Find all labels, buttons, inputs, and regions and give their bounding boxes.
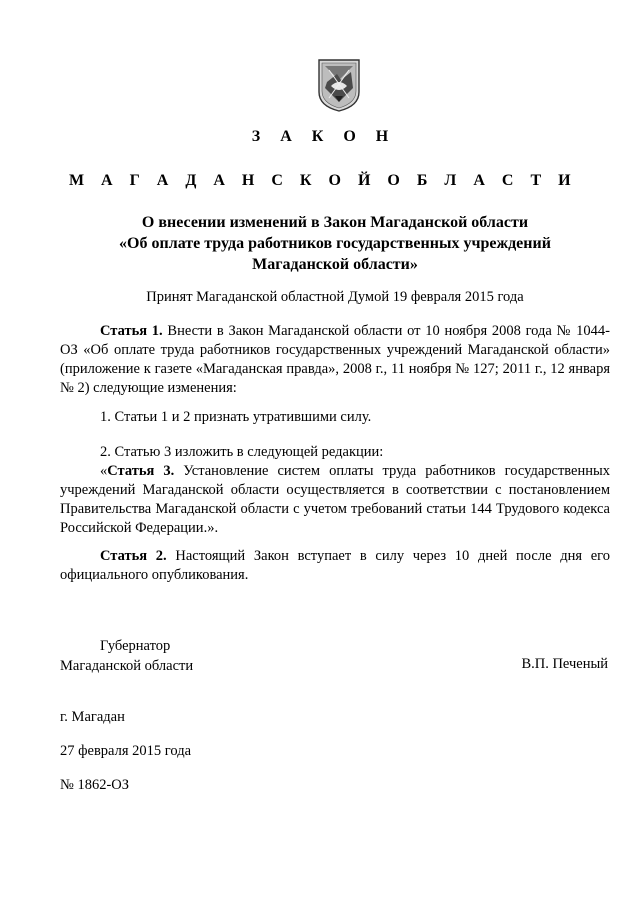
subject-line-3: Магаданской области» [252, 256, 418, 273]
law-number: № 1862-ОЗ [60, 777, 130, 793]
law-subject [60, 212, 610, 275]
signatory-position [60, 636, 193, 676]
article-1-label: Статья 1. [100, 323, 163, 339]
adoption-note: Принят Магаданской областной Думой 19 февраля 2015 года [146, 289, 524, 305]
article-2-label: Статья 2. [100, 548, 167, 564]
region-title: М А Г А Д А Н С К О Й О Б Л А С Т И [68, 172, 578, 189]
position-line-2: Магаданской области [60, 658, 194, 674]
article-1-text: Внести в Закон Магаданской области от 10 ноября 2008 года № 1044-ОЗ «Об оплате труда работников государственных учреждений Магаданской области» (приложение к газете «Магаданская правда», 2008 г., 11 ноября № 127; 2011 г., 12 января № 2) следующие изменения: [60, 323, 611, 396]
article-3-new-wording [60, 462, 610, 538]
quote-open: « [100, 463, 108, 479]
article-2-paragraph [60, 547, 610, 585]
subject-line-2: «Об оплате труда работников государственных учреждений [119, 235, 551, 252]
article-2-text: Настоящий Закон вступает в силу через 10 дней после дня его официального опубликования. [60, 548, 610, 583]
coat-of-arms-icon [317, 58, 361, 112]
article-1-item-2: 2. Статью 3 изложить в следующей редакции: [100, 444, 384, 460]
signing-date: 27 февраля 2015 года [60, 743, 192, 759]
place-of-signing: г. Магадан [60, 709, 125, 725]
document-type-title: З А К О Н [251, 128, 397, 145]
subject-line-1: О внесении изменений в Закон Магаданской области [141, 214, 529, 231]
article-1-paragraph [60, 322, 610, 398]
article-3-text: Установление систем оплаты труда работников государственных учреждений Магаданской области осуществляется в соответствии с постановлением Правительства Магаданской области с учетом требований статьи 144 Трудового кодекса Российской Федерации.». [60, 463, 610, 536]
article-1-item-1: 1. Статьи 1 и 2 признать утратившими силу. [100, 409, 372, 425]
signatory-name: В.П. Печеный [521, 656, 608, 672]
article-3-label: Статья 3. [107, 463, 175, 479]
position-line-1: Губернатор [100, 638, 171, 654]
